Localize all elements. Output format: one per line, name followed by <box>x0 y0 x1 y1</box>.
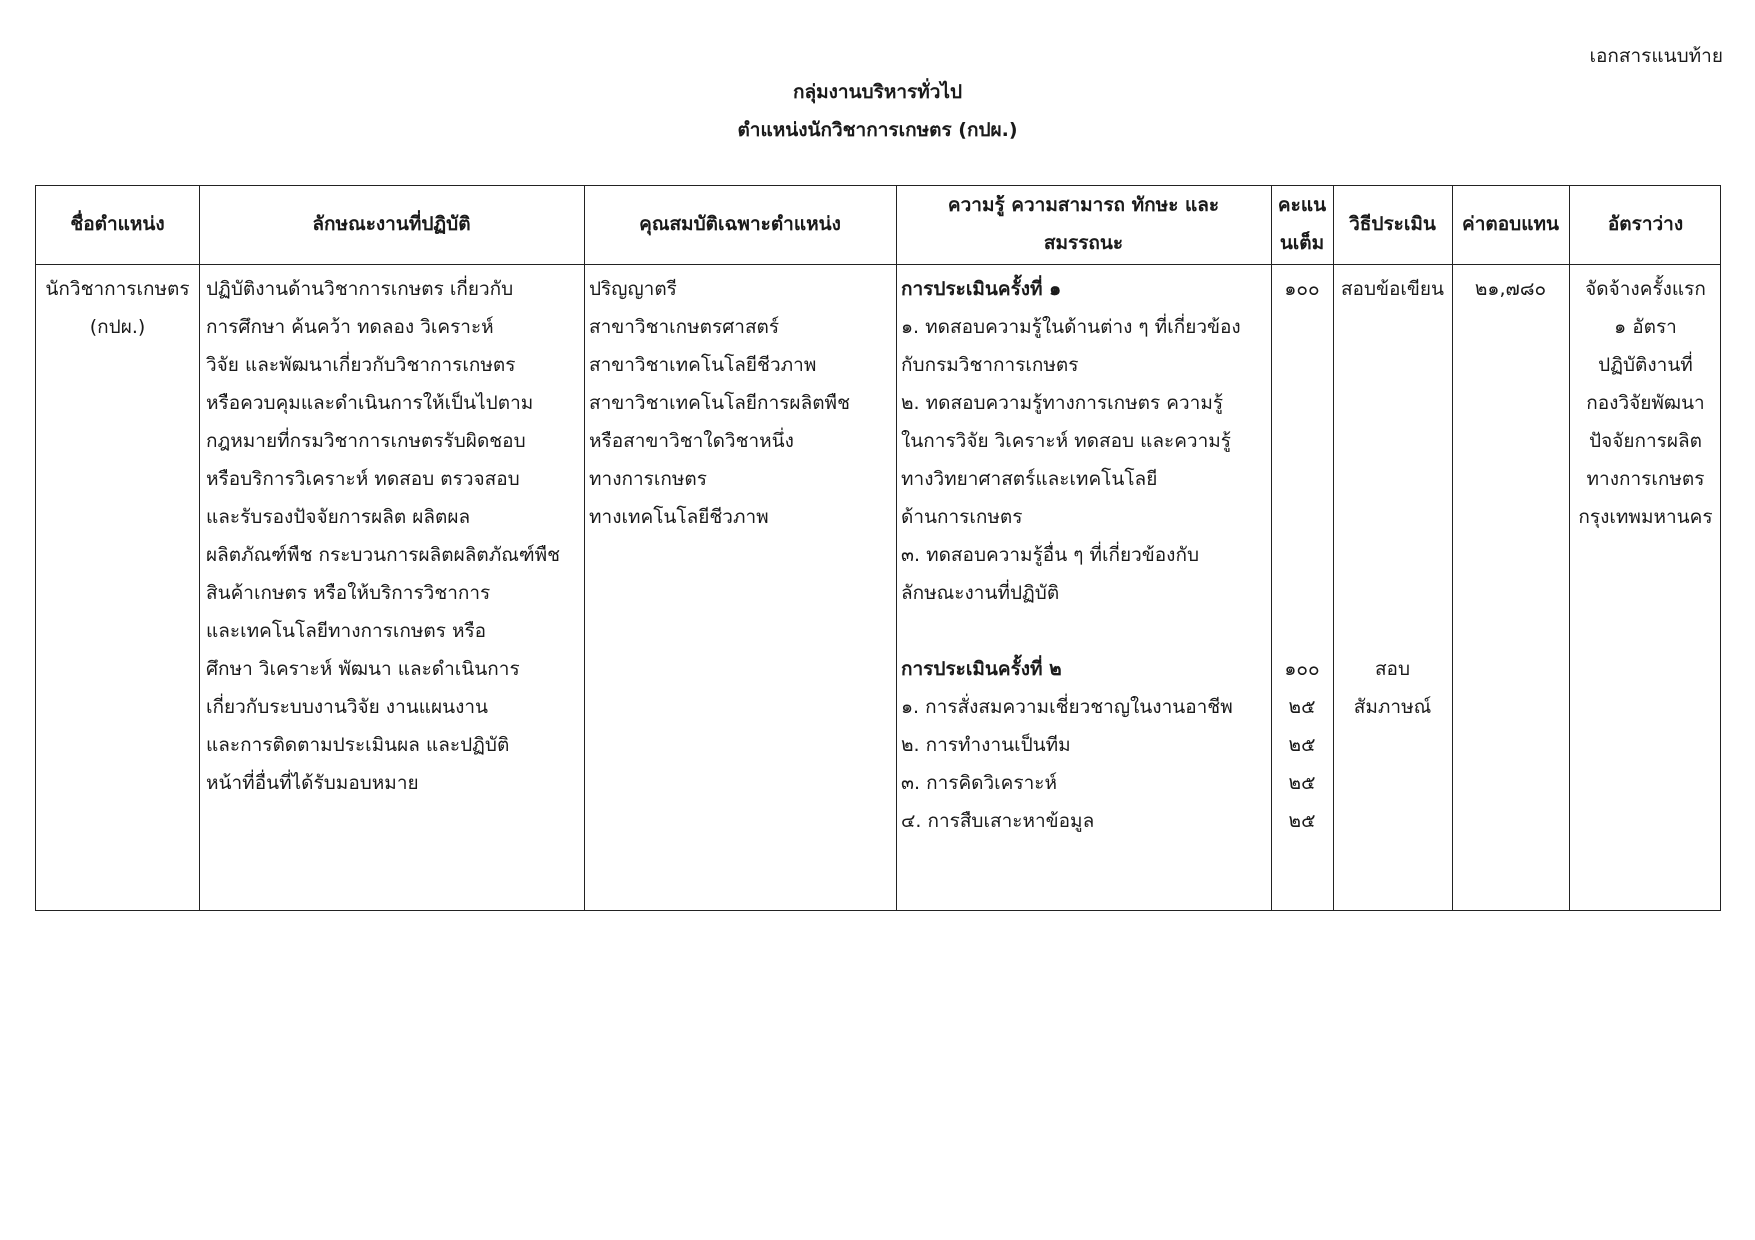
col-header-qualifications: คุณสมบัติเฉพาะตำแหน่ง <box>639 213 841 235</box>
column-divider <box>584 186 585 910</box>
assessment-1-heading: การประเมินครั้งที่ ๑ <box>901 278 1062 300</box>
col-header-full-score: คะแน นเต็ม <box>1277 194 1327 254</box>
position-title: ตำแหน่งนักวิชาการเกษตร (กปผ.) <box>737 119 1018 141</box>
assessment-2: การประเมินครั้งที่ ๒ ๑. การสั่งสมความเชี่ยวชาญในงานอาชีพ ๒. การทำงานเป็นทีม ๓. การคิดวิเคราะห์ ๔. การสืบเสาะหาข้อมูล <box>901 650 1269 840</box>
header-divider <box>36 264 1720 265</box>
cell-duties: ปฏิบัติงานด้านวิชาการเกษตร เกี่ยวกับ การศึกษา ค้นคว้า ทดลอง วิเคราะห์ วิจัย และพัฒนาเกี่ยวกับวิชาการเกษตร หรือควบคุมและดำเนินการให้เป็นไปตาม กฎหมายที่กรมวิชาการเกษตรรับผิดชอบ หรือบริการวิเคราะห์ ทดสอบ ตรวจสอบ และรับรองปัจจัยการผลิต ผลิตผล ผลิตภัณฑ์พืช กระบวนการผลิตผลิตภัณฑ์พืช สินค้าเกษตร หรือให้บริการวิชาการ และเทคโนโลยีทางการเกษตร หรือ ศึกษา วิเคราะห์ พัฒนา และดำเนินการ เกี่ยวกับระบบงานวิจัย งานแผนงาน และการติดตามประเมินผล และปฏิบัติ หน้าที่อื่นที่ได้รับมอบหมาย <box>206 278 561 794</box>
group-title: กลุ่มงานบริหารทั่วไป <box>792 81 963 103</box>
cell-position-name: นักวิชาการเกษตร (กปผ.) <box>45 278 190 338</box>
col-header-competencies: ความรู้ ความสามารถ ทักษะ และ สมรรถนะ <box>947 194 1220 254</box>
method-assessment-2: สอบ สัมภาษณ์ <box>1353 658 1432 718</box>
method-assessment-1: สอบข้อเขียน <box>1340 278 1445 300</box>
cell-qualifications: ปริญญาตรี สาขาวิชาเกษตรศาสตร์ สาขาวิชาเทคโนโลยีชีวภาพ สาขาวิชาเทคโนโลยีการผลิตพืช หรือสาขาวิชาใดวิชาหนึ่ง ทางการเกษตร ทางเทคโนโลยีชีวภาพ <box>589 278 850 528</box>
score-assessment-1: ๑๐๐ <box>1284 278 1320 300</box>
position-table <box>35 185 1721 911</box>
column-divider <box>896 186 897 910</box>
cell-vacancy: จัดจ้างครั้งแรก ๑ อัตรา ปฏิบัติงานที่ กองวิจัยพัฒนา ปัจจัยการผลิต ทางการเกษตร กรุงเทพมหานคร <box>1578 278 1713 528</box>
attachment-label: เอกสารแนบท้าย <box>1589 45 1723 67</box>
col-header-method: วิธีประเมิน <box>1349 213 1436 235</box>
score-assessment-2: ๑๐๐ ๒๕ ๒๕ ๒๕ ๒๕ <box>1284 658 1320 832</box>
cell-compensation: ๒๑,๗๘๐ <box>1474 278 1547 300</box>
assessment-2-heading: การประเมินครั้งที่ ๒ <box>901 658 1062 680</box>
col-header-duties: ลักษณะงานที่ปฏิบัติ <box>312 213 471 235</box>
column-divider <box>199 186 200 910</box>
col-header-position: ชื่อตำแหน่ง <box>70 213 165 235</box>
col-header-vacancy: อัตราว่าง <box>1607 213 1684 235</box>
col-header-compensation: ค่าตอบแทน <box>1462 213 1559 235</box>
assessment-1: การประเมินครั้งที่ ๑ ๑. ทดสอบความรู้ในด้านต่าง ๆ ที่เกี่ยวข้อง กับกรมวิชาการเกษตร ๒. ทดสอบความรู้ทางการเกษตร ความรู้ ในการวิจัย วิเคราะห์ ทดสอบ และความรู้ ทางวิทยาศาสตร์และเทคโนโลยี ด้านการเกษตร ๓. ทดสอบความรู้อื่น ๆ ที่เกี่ยวข้องกับ ลักษณะงานที่ปฏิบัติ <box>901 270 1269 612</box>
